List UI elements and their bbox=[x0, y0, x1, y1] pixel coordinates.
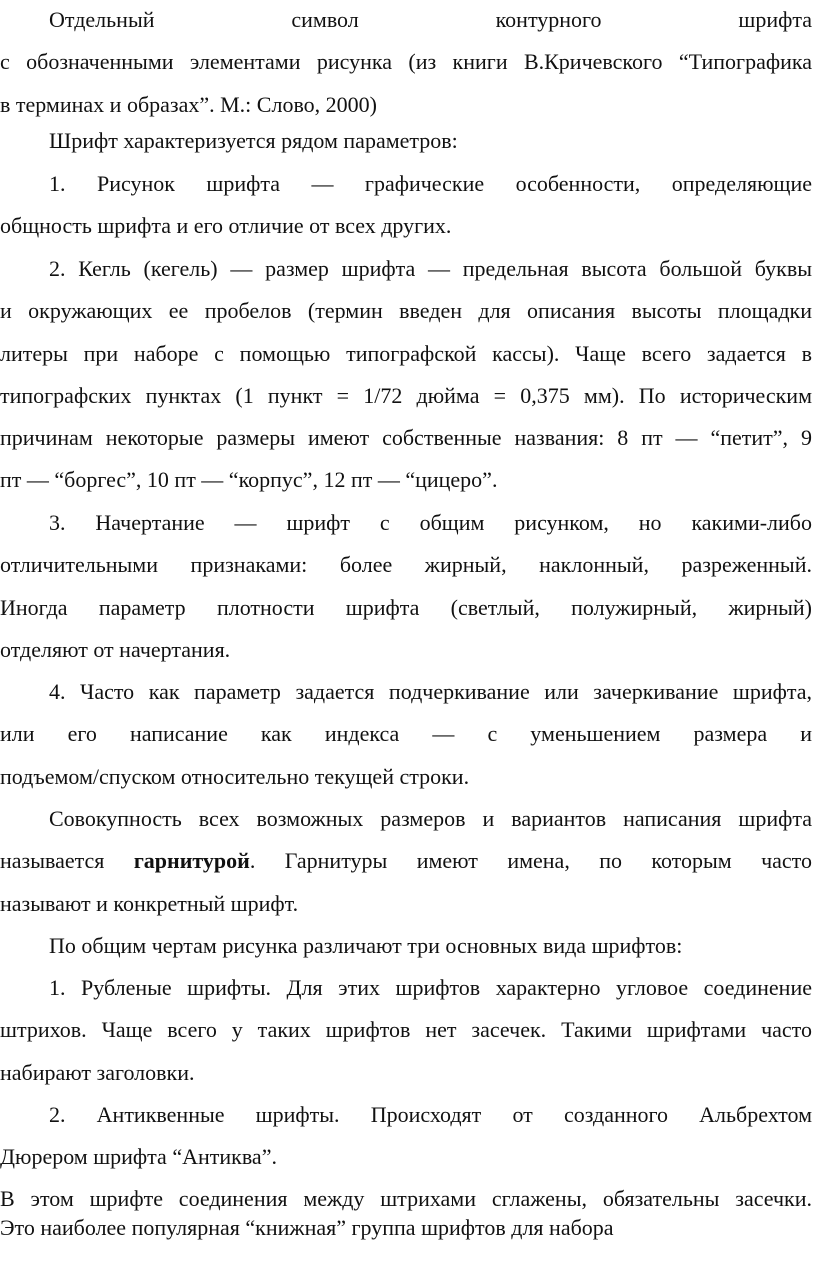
text-line: 1. Рисунок шрифта — графические особенности, определяющие bbox=[49, 171, 812, 196]
text-line: и окружающих ее пробелов (термин введен для описания высоты площадки bbox=[0, 298, 812, 324]
text-fragment: . Гарнитуры имеют имена, по которым часто bbox=[249, 848, 813, 874]
text-line: Отдельный символ контурного шрифта bbox=[49, 7, 812, 32]
text-line: Иногда параметр плотности шрифта (светлый, полужирный, жирный) bbox=[0, 594, 812, 620]
text-line: 1. Рубленые шрифты. Для этих шрифтов характерно угловое соединение bbox=[49, 975, 812, 1000]
antiqua-continuation bbox=[0, 1184, 816, 1242]
text-line: причинам некоторые размеры имеют собственные названия: 8 пт — “петит”, 9 bbox=[0, 425, 812, 451]
figure-caption bbox=[0, 0, 816, 126]
typeface-paragraph bbox=[0, 798, 816, 925]
text-line: Шрифт характеризуется рядом параметров: bbox=[49, 128, 458, 153]
text-line: типографских пунктах (1 пункт = 1/72 дюйма = 0,375 мм). По историческим bbox=[0, 382, 812, 408]
text-line-with-term bbox=[0, 840, 812, 882]
text-line: в терминах и образах”. М.: Слово, 2000) bbox=[0, 91, 378, 117]
text-line: отличительными признаками: более жирный, наклонный, разреженный. bbox=[0, 552, 812, 578]
kind-item-sans bbox=[0, 967, 816, 1094]
text-line: 2. Кегль (кегель) — размер шрифта — предельная высота большой буквы bbox=[49, 256, 812, 281]
text-line: Дюрером шрифта “Антиква”. bbox=[0, 1144, 277, 1170]
kinds-intro bbox=[0, 925, 816, 967]
text-line: называют и конкретный шрифт. bbox=[0, 890, 299, 916]
bold-term-garnitura: гарнитурой bbox=[133, 848, 250, 874]
parameter-item-2 bbox=[0, 248, 816, 502]
text-line: В этом шрифте соединения между штрихами сглажены, обязательны засечки. bbox=[0, 1186, 812, 1211]
kind-item-antiqua bbox=[0, 1094, 816, 1179]
text-line: общность шрифта и его отличие от всех других. bbox=[0, 213, 452, 239]
parameter-item-1 bbox=[0, 163, 816, 248]
text-line: По общим чертам рисунка различают три основных вида шрифтов: bbox=[49, 933, 683, 958]
text-line: отделяют от начертания. bbox=[0, 636, 231, 662]
text-fragment: называется bbox=[0, 848, 134, 874]
text-line: подъемом/спуском относительно текущей строки. bbox=[0, 763, 470, 789]
parameter-item-3 bbox=[0, 502, 816, 671]
text-line: 3. Начертание — шрифт с общим рисунком, но какими-либо bbox=[49, 510, 812, 535]
text-line: или его написание как индекса — с уменьшением размера и bbox=[0, 721, 812, 747]
text-line: пт — “боргес”, 10 пт — “корпус”, 12 пт — “цицеро”. bbox=[0, 467, 498, 493]
intro-paragraph bbox=[0, 120, 816, 162]
text-line: 2. Антиквенные шрифты. Происходят от созданного Альбрехтом bbox=[49, 1102, 812, 1127]
text-line: литеры при наборе с помощью типографской кассы). Чаще всего задается в bbox=[0, 340, 812, 366]
parameter-item-4 bbox=[0, 671, 816, 798]
text-line: 4. Часто как параметр задается подчеркивание или зачеркивание шрифта, bbox=[49, 679, 812, 704]
text-line: Это наиболее популярная “книжная” группа шрифтов для набора bbox=[0, 1215, 614, 1240]
text-line: набирают заголовки. bbox=[0, 1059, 195, 1085]
text-line: с обозначенными элементами рисунка (из книги В.Кричевского “Типографика bbox=[0, 49, 812, 75]
text-line: Совокупность всех возможных размеров и вариантов написания шрифта bbox=[49, 806, 812, 831]
text-line: штрихов. Чаще всего у таких шрифтов нет засечек. Такими шрифтами часто bbox=[0, 1017, 812, 1043]
